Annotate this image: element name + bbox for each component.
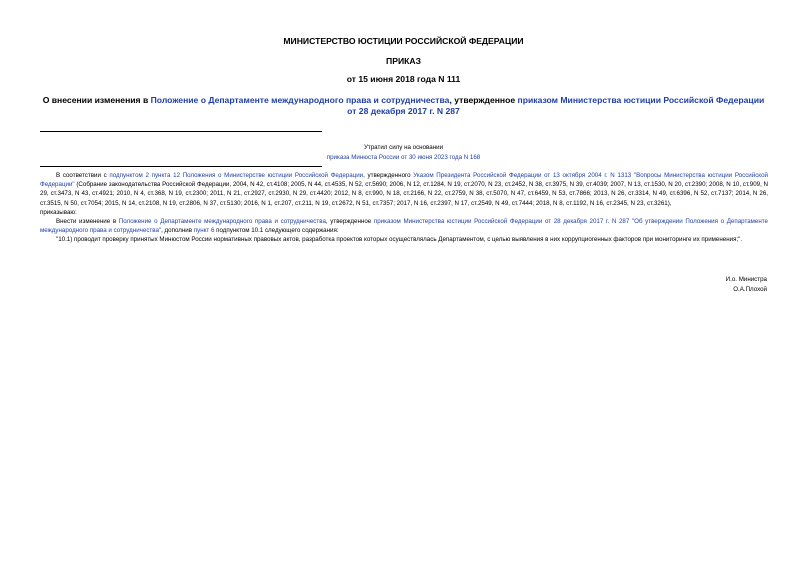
ministry-heading: МИНИСТЕРСТВО ЮСТИЦИИ РОССИЙСКОЙ ФЕДЕРАЦИИ [283, 36, 524, 46]
paragraph-text: (Собрание законодательства Российской Федерации, 2004, N 42, ст.4108; 2005, N 44, ст.4535, N 52, ст.5690; 2006, N 12, ст.1284, N 19, ст.2070, N 23, ст.2452, N 38, ст.3975, N 39, ст.4039; 2007, N 13, ст.1530, N 20, ст.2390; 2008, N 10, ст.909, N 29, ст.3473, N 43, ст.4921; 2010, N 4, ст.368, N 19, ст.2300; 2011, N 21, ст.2927, ст.2930, N 29, ст.4420; 2012, N 8, ст.990, N 18, ст.2166, N 22, ст.2759, N 38, ст.5070, N 47, ст.6459, N 53, ст.7866; 2013, N 26, ст.3314, N 49, ст.6396, N 52, ст.7137; 2014, N 26, ст.3515, N 50, ст.7054; 2015, N 14, ст.2108, N 19, ст.2806, N 37, ст.5130; 2016, N 1, ст.207, ст.211, N 19, ст.2672, N 51, ст.7357; 2017, N 16, ст.2397, N 17, ст.2549, N 49, ст.7444; 2018, N 8, ст.1192, N 16, ст.2345, N 23, ст.3261), [40, 181, 768, 207]
document-type: ПРИКАЗ [386, 56, 421, 66]
paragraph-text: подпунктом 10.1 следующего содержания: [214, 227, 339, 235]
separator-line [40, 131, 322, 132]
signatory-position: И.о. Министра [725, 276, 767, 283]
paragraph-text: В соответствии с [56, 172, 110, 179]
link-presidential-decree[interactable]: Указом Президента Российской Федерации от 13 октября 2004 г. N 1313 "Вопросы Министерства юстиции Российской Федерации" [40, 172, 768, 189]
title-link-ministry-order[interactable]: приказом Министерства юстиции Российской Федерации от 28 декабря 2017 г. N 287 [347, 95, 765, 116]
paragraph-order-word: приказываю: [40, 208, 77, 216]
link-regulation-subparagraph[interactable]: подпунктом 2 пункта 12 Положения о Министерстве юстиции Российской Федерации [109, 172, 364, 179]
paragraph-new-subpoint: "10.1) проводит проверку принятых Минюстом России нормативных правовых актов, разработка проектов которых осуществлялась Департаментом, с целью выявления в них коррупциогенных факторов при мониторинге их применения;". [56, 236, 743, 244]
paragraph-text: , утвержденного [363, 172, 414, 179]
document-title [40, 95, 767, 117]
signatory-name: О.А.Плохой [733, 286, 767, 293]
document-date-number: от 15 июня 2018 года N 111 [346, 74, 461, 84]
link-ministry-order[interactable]: приказом Министерства юстиции Российской Федерации от 28 декабря 2017 г. N 287 "Об утверждении Положения о Департаменте международного права и сотрудничества" [40, 218, 768, 235]
document-body [40, 171, 768, 245]
paragraph-amendment [40, 217, 768, 235]
title-middle: , утвержденное [449, 95, 518, 105]
paragraph-text: , утвержденное [325, 218, 374, 226]
link-point-6[interactable]: пункт 6 [193, 227, 215, 235]
title-link-department-regulation[interactable]: Положение о Департаменте международного права и сотрудничества [150, 95, 450, 105]
paragraph-text: , дополнив [161, 227, 194, 235]
signature-block [726, 275, 767, 295]
repeal-note-link[interactable]: приказа Минюста России от 30 июня 2023 года N 168 [326, 154, 481, 161]
title-prefix: О внесении изменения в [42, 95, 151, 105]
paragraph-text: Внести изменение в [56, 218, 119, 226]
paragraph-basis [40, 171, 768, 208]
repeal-note-text: Утратил силу на основании [363, 144, 444, 151]
separator-line [40, 166, 322, 167]
repeal-note [300, 143, 507, 163]
link-department-regulation[interactable]: Положение о Департаменте международного права и сотрудничества [118, 218, 326, 226]
